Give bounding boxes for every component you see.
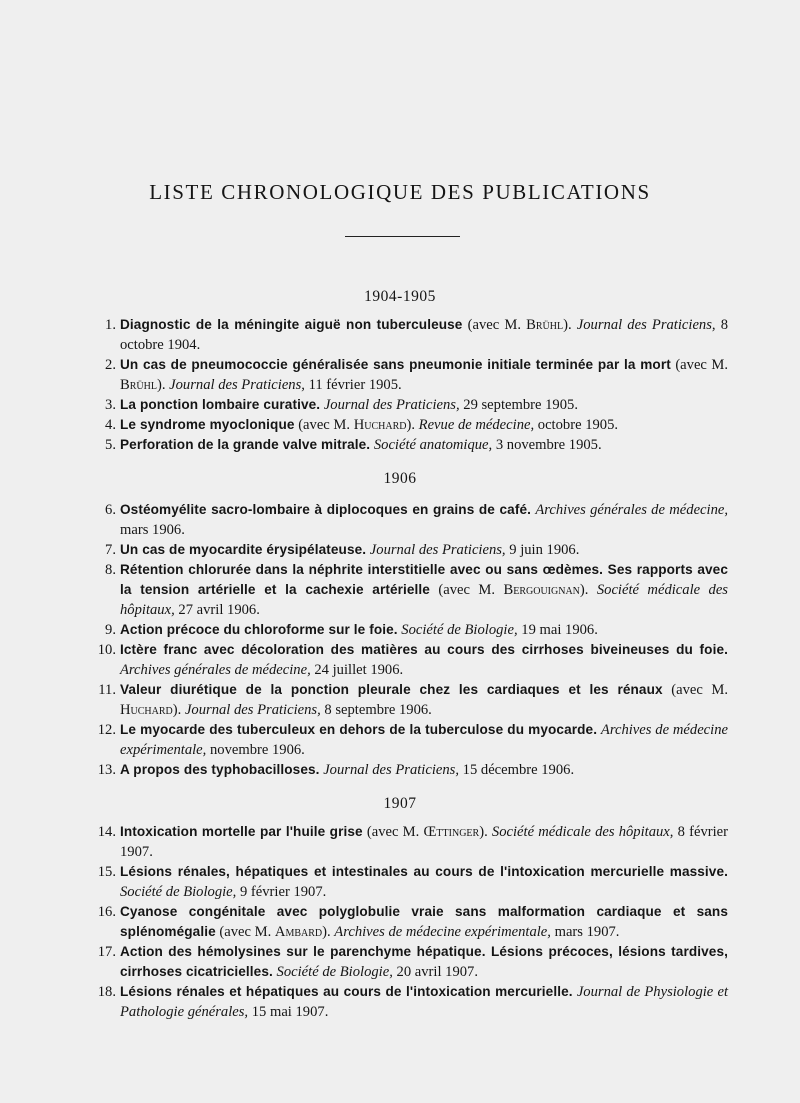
publication-entry — [78, 500, 728, 540]
entry-number: 9. — [105, 622, 116, 638]
entry-title: Un cas de pneumococcie généralisée sans pneumonie initiale terminée par la mort — [120, 357, 671, 372]
entry-title: Perforation de la grande valve mitrale. — [120, 437, 371, 452]
publication-entry — [78, 680, 728, 720]
publication-entry — [78, 902, 728, 942]
entry-journal: Archives de médecine expérimentale, — [334, 924, 551, 940]
entry-date: 11 février 1905. — [308, 377, 402, 393]
entry-number: 12. — [97, 722, 116, 738]
entry-date: 15 mai 1907. — [251, 1004, 329, 1020]
title-rule — [345, 236, 460, 237]
entry-number: 8. — [105, 562, 116, 578]
entry-date: 20 avril 1907. — [396, 964, 478, 980]
coauthor-prefix: (avec M. — [219, 924, 275, 940]
entry-date: octobre 1905. — [537, 417, 619, 433]
publication-entry — [78, 822, 728, 862]
entry-title: Rétention chlorurée dans la néphrite interstitielle avec ou sans œdèmes. Ses rapports avec la tension artérielle et la cachexie artérielle — [120, 562, 728, 597]
entry-title: Diagnostic de la méningite aiguë non tuberculeuse — [120, 317, 463, 332]
entry-number: 1. — [105, 317, 116, 333]
coauthor-name: Huchard — [353, 417, 407, 433]
coauthor-prefix: (avec M. — [298, 417, 354, 433]
entry-journal: Société médicale des hôpitaux, — [120, 582, 728, 618]
publication-entry — [78, 640, 728, 680]
entry-journal: Archives de médecine expérimentale, — [120, 722, 728, 758]
coauthor-suffix: ). — [172, 702, 182, 718]
entry-date: 15 décembre 1906. — [462, 762, 575, 778]
publication-entry — [78, 760, 728, 780]
entry-journal: Journal des Praticiens, — [576, 317, 716, 333]
entry-journal: Journal des Praticiens, — [323, 397, 460, 413]
coauthor-suffix: ). — [322, 924, 331, 940]
entry-title: Ictère franc avec décoloration des matières au cours des cirrhoses biveineuses du foie. — [120, 642, 728, 657]
entry-date: mars 1907. — [554, 924, 620, 940]
entry-date: 9 juin 1906. — [509, 542, 580, 558]
entry-date: novembre 1906. — [209, 742, 305, 758]
entry-title: Cyanose congénitale avec polyglobulie vraie sans malformation cardiaque et sans splénomégalie — [120, 904, 728, 939]
entry-date: 29 septembre 1905. — [463, 397, 578, 413]
entry-journal: Société de Biologie, — [276, 964, 393, 980]
publication-entry — [78, 355, 728, 395]
entry-journal: Journal des Praticiens, — [184, 702, 321, 718]
entry-date: 9 février 1907. — [239, 884, 327, 900]
coauthor-suffix: ). — [156, 377, 166, 393]
entry-title: Un cas de myocardite érysipélateuse. — [120, 542, 367, 557]
entry-number: 17. — [97, 944, 116, 960]
entry-title: Le myocarde des tuberculeux en dehors de la tuberculose du myocarde. — [120, 722, 598, 737]
coauthor-name: Huchard — [120, 702, 173, 718]
entry-date: 8 février 1907. — [120, 824, 728, 860]
entry-journal: Société de Biologie, — [120, 884, 237, 900]
entry-title: Lésions rénales et hépatiques au cours de l'intoxication mercurielle. — [120, 984, 573, 999]
entry-number: 2. — [105, 357, 116, 373]
coauthor-prefix: (avec M. — [671, 682, 728, 698]
publication-entry — [78, 560, 728, 620]
entry-date: 24 juillet 1906. — [314, 662, 404, 678]
entry-title: Le syndrome myoclonique — [120, 417, 295, 432]
publication-entry — [78, 942, 728, 982]
entry-title: Intoxication mortelle par l'huile grise — [120, 824, 363, 839]
coauthor-name: Ambard — [274, 924, 323, 940]
entry-number: 10. — [97, 642, 116, 658]
publication-entry — [78, 415, 728, 435]
publication-entry — [78, 620, 728, 640]
coauthor-suffix: ). — [479, 824, 488, 840]
coauthor-prefix: (avec M. — [366, 824, 424, 840]
publication-entry — [78, 862, 728, 902]
entry-title: A propos des typhobacilloses. — [120, 762, 320, 777]
entry-journal: Archives générales de médecine, — [535, 502, 728, 518]
entry-journal: Revue de médecine, — [418, 417, 535, 433]
coauthor-name: Brühl — [526, 317, 564, 333]
entry-number: 7. — [105, 542, 116, 558]
entry-journal: Journal des Praticiens, — [369, 542, 506, 558]
entry-number: 4. — [105, 417, 116, 433]
entry-number: 16. — [97, 904, 116, 920]
entry-date: 19 mai 1906. — [521, 622, 598, 638]
coauthor-prefix: (avec M. — [438, 582, 504, 598]
entry-journal: Société anatomique, — [373, 437, 493, 453]
coauthor-name: Bergouignan — [503, 582, 580, 598]
entry-title: Ostéomyélite sacro-lombaire à diplocoques en grains de café. — [120, 502, 531, 517]
coauthor-name: Brühl — [120, 377, 157, 393]
entry-number: 15. — [97, 864, 116, 880]
entry-date: mars 1906. — [120, 522, 185, 538]
coauthor-prefix: (avec M. — [467, 317, 527, 333]
publication-entry — [78, 315, 728, 355]
entry-title: Lésions rénales, hépatiques et intestinales au cours de l'intoxication mercurielle massive. — [120, 864, 728, 879]
entry-date: 27 avril 1906. — [178, 602, 260, 618]
entry-number: 14. — [97, 824, 116, 840]
entry-journal: Journal des Praticiens, — [323, 762, 459, 778]
entry-journal: Société médicale des hôpitaux, — [491, 824, 674, 840]
entry-journal: Journal de Physiologie et Pathologie générales, — [120, 984, 728, 1020]
entry-date: 8 octobre 1904. — [120, 317, 728, 353]
publication-entry — [78, 540, 728, 560]
year-heading: 1904-1905 — [364, 288, 436, 305]
year-heading: 1906 — [383, 470, 417, 487]
entry-journal: Société de Biologie, — [401, 622, 518, 638]
entry-number: 18. — [97, 984, 116, 1000]
entry-title: Action des hémolysines sur le parenchyme hépatique. Lésions précoces, lésions tardives, cirrhoses cicatricielles. — [120, 944, 728, 979]
page-title: LISTE CHRONOLOGIQUE DES PUBLICATIONS — [149, 180, 651, 204]
coauthor-suffix: ). — [406, 417, 415, 433]
year-heading: 1907 — [383, 795, 417, 812]
coauthor-suffix: ). — [563, 317, 572, 333]
entry-journal: Journal des Praticiens, — [169, 377, 305, 393]
publication-entry — [78, 720, 728, 760]
entry-date: 3 novembre 1905. — [495, 437, 602, 453]
entry-title: Valeur diurétique de la ponction pleurale chez les cardiaques et les rénaux — [120, 682, 663, 697]
publication-entry — [78, 435, 728, 455]
entry-date: 8 septembre 1906. — [324, 702, 432, 718]
entry-number: 6. — [105, 502, 116, 518]
coauthor-suffix: ). — [579, 582, 589, 598]
entry-number: 13. — [97, 762, 116, 778]
entry-journal: Archives générales de médecine, — [120, 662, 311, 678]
publication-entry — [78, 982, 728, 1022]
entry-title: Action précoce du chloroforme sur le foie. — [120, 622, 398, 637]
entry-number: 3. — [105, 397, 116, 413]
entry-title: La ponction lombaire curative. — [120, 397, 321, 412]
coauthor-prefix: (avec M. — [675, 357, 728, 373]
publication-entry — [78, 395, 728, 415]
entry-number: 11. — [98, 682, 116, 698]
entry-number: 5. — [105, 437, 116, 453]
coauthor-name: Œttinger — [423, 824, 480, 840]
